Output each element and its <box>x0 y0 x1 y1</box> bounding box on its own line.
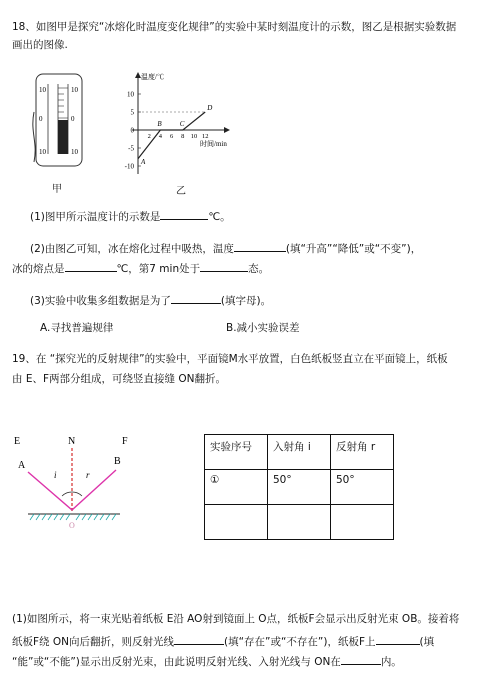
q18-line2: 画出的图像. <box>12 39 68 51</box>
thermo-tick-l3: 10 <box>39 148 46 156</box>
x-tick-label: 10 <box>190 133 198 140</box>
x-tick-label: 2 <box>147 133 151 140</box>
label-e: E <box>14 436 21 447</box>
table-row <box>205 505 394 540</box>
reflection-diagram <box>10 430 140 530</box>
q19-line2: 由 E、F两部分组成，可绕竖直接缝 ON翻折。 <box>12 373 226 385</box>
label-b: B <box>114 456 121 467</box>
q19-part1-line2: 纸板F绕 ON向后翻折，则反射光线 (填“存在”或“不存在”)，纸板F上 (填 <box>12 633 434 650</box>
x-tick-label: 6 <box>169 133 174 140</box>
q18-part2: (2)由图乙可知，冰在熔化过程中吸热，温度 (填“升高”“降低”或“不变”)， <box>30 240 421 257</box>
thermo-tick-r1: 10 <box>71 86 78 94</box>
table-header: 反射角 r <box>331 435 394 470</box>
q18-line1: 18、如图甲是探究“冰熔化时温度变化规律”的实验中某时刻温度计的示数，图乙是根据实验数据 <box>12 21 457 33</box>
point-label: C <box>179 120 185 128</box>
q18-part3: (3)实验中收集多组数据是为了 (填字母)。 <box>30 292 271 309</box>
table-cell <box>205 505 268 540</box>
table-cell <box>268 505 331 540</box>
x-tick-label: 12 <box>201 133 209 140</box>
thermo-tick-l1: 10 <box>39 86 46 94</box>
point-label: D <box>207 104 213 112</box>
fig-jia-label: 甲 <box>52 184 62 195</box>
point-label: B <box>157 120 162 128</box>
q18-part2b: 冰的熔点是 ℃，第7 min处于 态。 <box>12 260 269 277</box>
table-cell: 50° <box>268 470 331 505</box>
table-header: 实验序号 <box>205 435 268 470</box>
table-cell: ① <box>205 470 268 505</box>
y-tick-label: -10 <box>124 162 134 171</box>
x-tick-label: 8 <box>181 133 185 140</box>
label-f: F <box>122 436 128 447</box>
y-tick-label: 5 <box>130 108 134 117</box>
option-b: B.减小实验误差 <box>226 322 300 334</box>
label-r: r <box>86 470 90 480</box>
label-a: A <box>18 460 26 471</box>
label-n: N <box>68 436 76 447</box>
thermo-tick-l2: 0 <box>39 115 43 123</box>
thermo-tick-r3: 10 <box>71 148 78 156</box>
q19-part1-line1: (1)如图所示，将一束光贴着纸板 E沿 AO射到镜面上 O点，纸板F会显示出反射光束 OB。接着将 <box>12 613 460 625</box>
table-header: 入射角 i <box>268 435 331 470</box>
label-o: O <box>69 521 75 530</box>
experiment-table <box>204 434 394 540</box>
y-tick-label: 10 <box>127 90 134 99</box>
melting-graph <box>108 70 238 180</box>
table-row <box>205 470 394 505</box>
thermometer-figure <box>28 72 90 168</box>
thermo-tick-r2: 0 <box>71 115 75 123</box>
graph-xlabel: 时间/min <box>200 140 227 148</box>
fig-yi-label: 乙 <box>176 186 186 197</box>
table-cell <box>331 505 394 540</box>
q18-part1: (1)图甲所示温度计的示数是 ℃。 <box>30 208 231 225</box>
q19-line1: 19、在 “探究光的反射规律”的实验中，平面镜M水平放置，白色纸板竖直立在平面镜上，纸板 <box>12 353 448 365</box>
q19-part1-line3: “能”或“不能”)显示出反射光束，由此说明反射光线、入射光线与 ON在 内。 <box>12 653 402 670</box>
option-a: A.寻找普遍规律 <box>40 322 114 334</box>
table-cell: 50° <box>331 470 394 505</box>
y-tick-label: -5 <box>128 144 134 153</box>
y-tick-label: 0 <box>130 126 134 135</box>
table-header-row <box>205 435 394 470</box>
point-label: A <box>141 157 146 166</box>
graph-ylabel: 温度/℃ <box>141 73 164 81</box>
label-i: i <box>54 470 57 480</box>
x-tick-label: 4 <box>158 133 163 140</box>
